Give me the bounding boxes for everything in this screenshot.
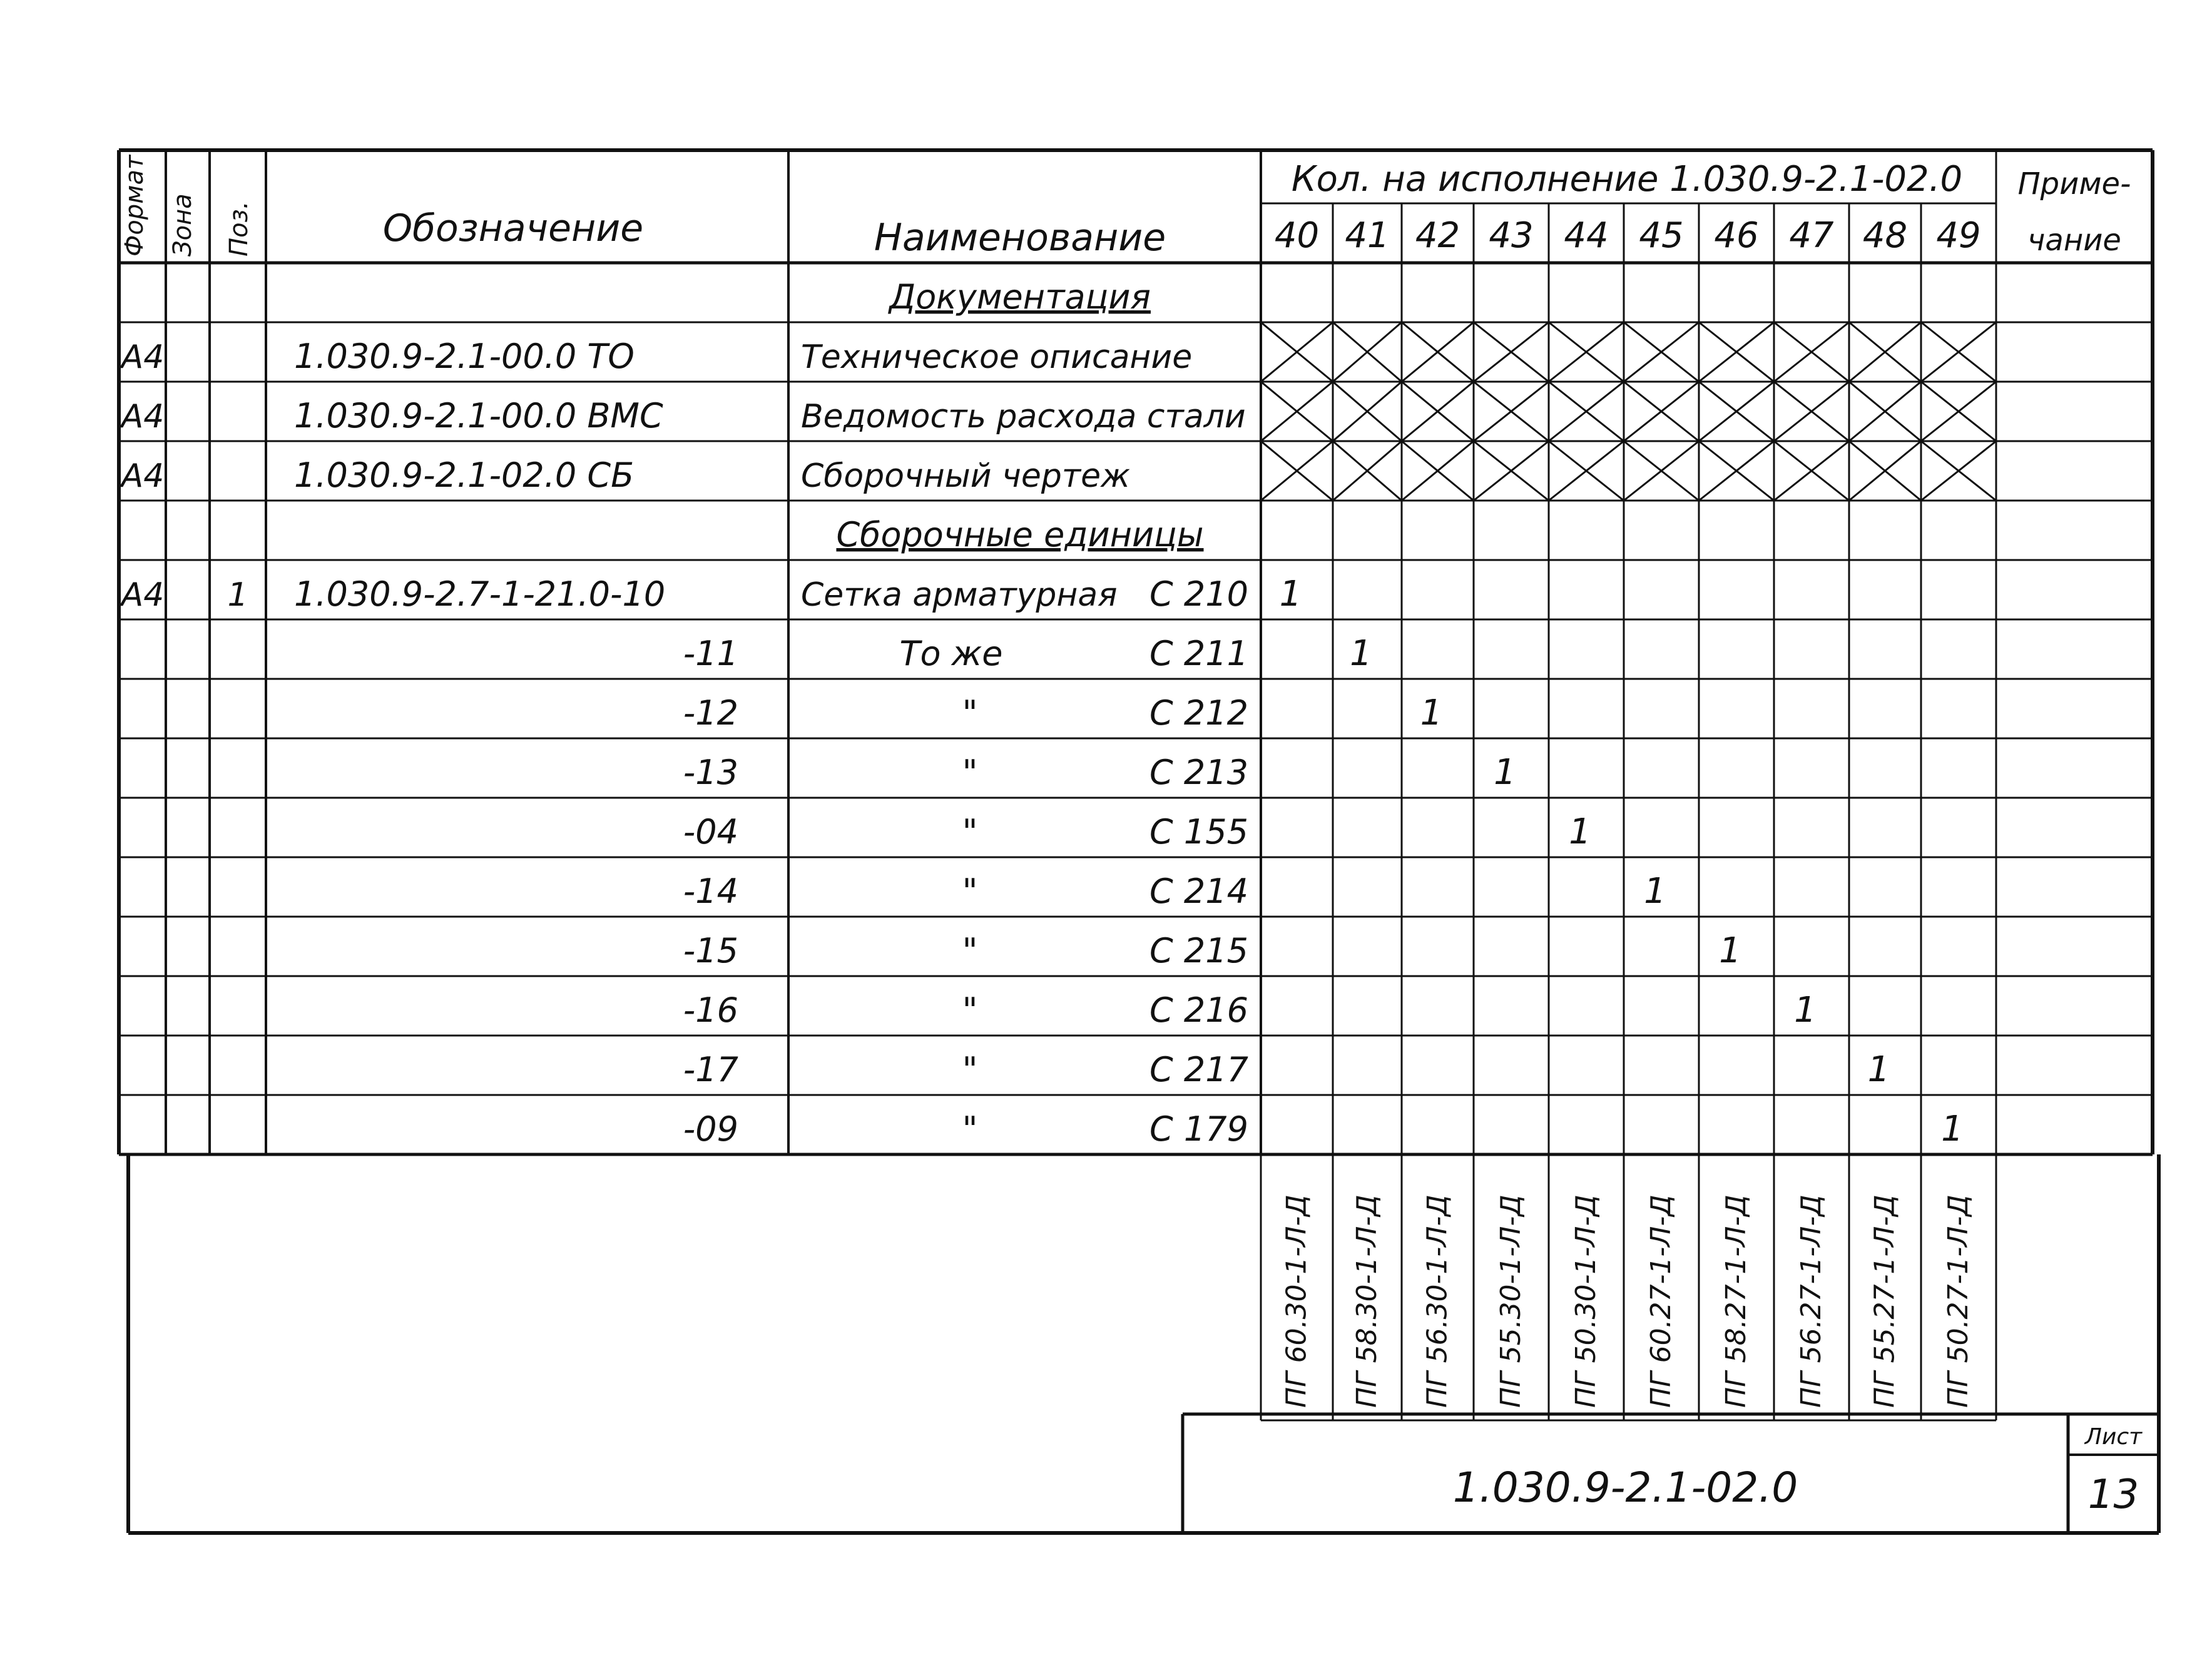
row-2-format: А4 [121,398,165,435]
row-13-designation: -17 [683,1050,738,1089]
header-zone: Зона [168,193,197,257]
header-variant-44: 44 [1564,215,1609,256]
header-designation: Обозначение [382,206,644,250]
row-6-name: То же [899,634,1003,673]
header-variant-40: 40 [1274,215,1320,256]
row-12-name: " [962,990,978,1030]
row-7-name: " [962,693,978,733]
row-14-mark: С 179 [1149,1109,1248,1149]
product-mark-40: ПГ 60.30-1-Л-Д [1280,1194,1313,1408]
row-8-qty-43: 1 [1494,752,1516,793]
row-4-section-title: Сборочные единицы [836,515,1204,554]
row-7-mark: С 212 [1149,693,1248,733]
title-block-document-code: 1.030.9-2.1-02.0 [1452,1464,1798,1512]
row-13-name: " [962,1050,978,1089]
row-6-mark: С 211 [1149,634,1248,673]
row-14-designation: -09 [683,1109,738,1149]
product-mark-46: ПГ 58.27-1-Л-Д [1720,1194,1752,1408]
header-note-top: Приме- [2017,166,2131,201]
row-0-section-title: Документация [889,277,1151,317]
row-6-qty-41: 1 [1350,633,1372,674]
row-3-name: Сборочный чертеж [801,457,1130,495]
header-variant-48: 48 [1862,215,1908,256]
row-7-qty-42: 1 [1420,693,1443,733]
header-pos: Поз. [225,201,253,257]
product-mark-45: ПГ 60.27-1-Л-Д [1645,1194,1677,1408]
product-mark-49: ПГ 50.27-1-Л-Д [1942,1194,1974,1408]
row-5-pos: 1 [227,576,248,614]
product-mark-43: ПГ 55.30-1-Л-Д [1495,1194,1527,1408]
header-variant-42: 42 [1415,215,1460,256]
row-11-qty-46: 1 [1719,930,1741,971]
row-13-qty-48: 1 [1867,1049,1890,1090]
row-12-mark: С 216 [1149,990,1248,1030]
row-9-mark: С 155 [1149,812,1248,852]
row-11-mark: С 215 [1149,931,1248,970]
row-13-mark: С 217 [1149,1050,1248,1089]
row-11-name: " [962,931,978,970]
product-mark-47: ПГ 56.27-1-Л-Д [1795,1194,1827,1408]
row-5-designation: 1.030.9-2.7-1-21.0-10 [294,574,666,614]
row-9-name: " [962,812,978,852]
product-mark-48: ПГ 55.27-1-Л-Д [1868,1194,1901,1408]
product-mark-44: ПГ 50.30-1-Л-Д [1570,1194,1602,1408]
row-1-name: Техническое описание [801,339,1193,376]
product-mark-42: ПГ 56.30-1-Л-Д [1421,1194,1454,1408]
row-8-designation: -13 [683,753,738,792]
header-name: Наименование [874,216,1166,260]
row-5-name: Сетка арматурная [801,576,1118,614]
row-5-mark: С 210 [1149,574,1248,614]
row-5-qty-40: 1 [1279,574,1302,614]
header-variant-49: 49 [1936,215,1981,256]
row-6-designation: -11 [683,634,738,673]
row-7-designation: -12 [683,693,738,733]
header-variant-41: 41 [1345,215,1390,256]
title-block-sheet-number: 13 [2087,1472,2139,1518]
row-3-designation: 1.030.9-2.1-02.0 СБ [294,456,635,495]
row-3-format: А4 [121,457,165,495]
row-2-designation: 1.030.9-2.1-00.0 ВМС [294,396,663,435]
product-mark-41: ПГ 58.30-1-Л-Д [1351,1194,1383,1408]
row-10-designation: -14 [683,872,738,911]
row-1-designation: 1.030.9-2.1-00.0 ТО [294,337,635,376]
header-format: Формат [120,155,149,257]
row-8-mark: С 213 [1149,753,1248,792]
header-qty-title: Кол. на исполнение 1.030.9-2.1-02.0 [1291,159,1963,200]
row-2-name: Ведомость расхода стали [801,398,1246,435]
header-variant-45: 45 [1639,215,1684,256]
row-10-mark: С 214 [1149,872,1248,911]
header-note-bottom: чание [2027,223,2121,258]
header-variant-47: 47 [1789,215,1834,256]
header-variant-43: 43 [1489,215,1534,256]
title-block-sheet-label: Лист [2084,1424,2143,1450]
row-12-qty-47: 1 [1794,990,1817,1031]
header-variant-46: 46 [1714,215,1759,256]
row-10-name: " [962,872,978,911]
row-8-name: " [962,753,978,792]
row-12-designation: -16 [683,990,738,1030]
row-9-qty-44: 1 [1569,812,1591,852]
row-9-designation: -04 [683,812,738,852]
row-10-qty-45: 1 [1644,871,1666,912]
row-14-name: " [962,1109,978,1149]
row-11-designation: -15 [683,931,738,970]
row-1-format: А4 [121,339,165,376]
row-14-qty-49: 1 [1941,1109,1964,1149]
row-5-format: А4 [121,576,165,614]
